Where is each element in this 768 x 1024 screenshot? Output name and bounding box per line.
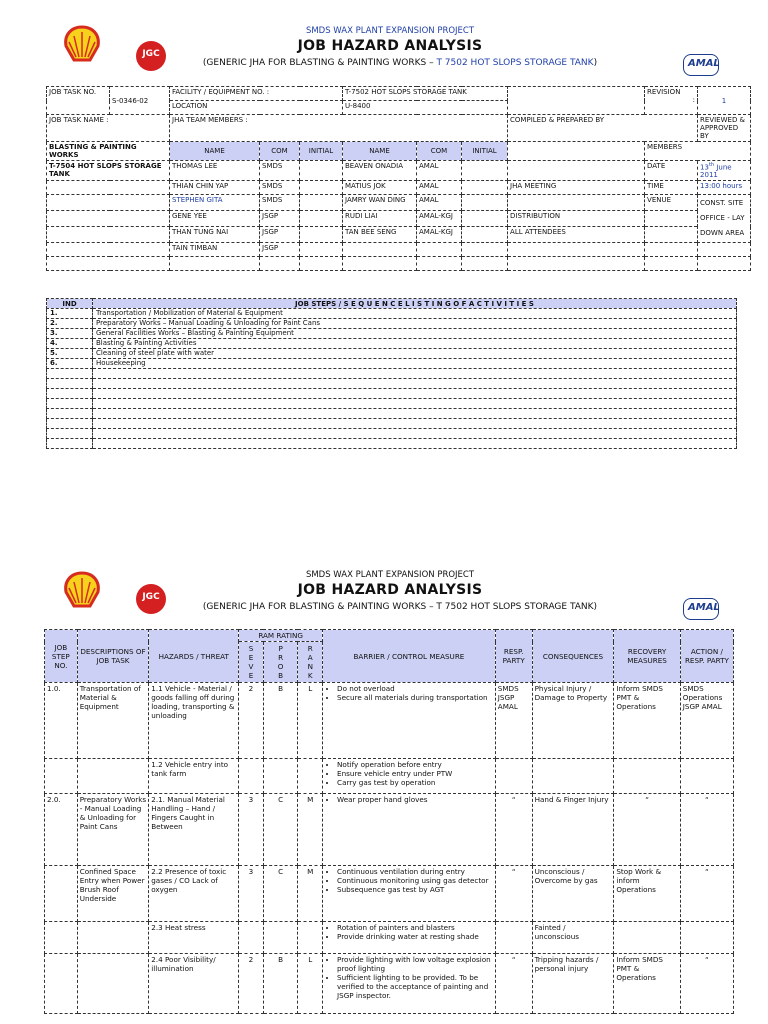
col-name-right: NAME [343,142,417,161]
revision-label: REVISION : [645,87,698,115]
barrier-item: • Continuous monitoring using gas detector [337,876,493,885]
attendees-label: ALL ATTENDEES [508,227,645,243]
member-name: JAMRY WAN DING [343,195,417,211]
member-com: JSGP [260,211,300,227]
job-steps-table [46,298,737,449]
date-label: DATE [645,161,698,181]
steps-ind-header: IND [47,299,93,309]
job-task-name-label: JOB TASK NAME : [47,115,170,142]
col-severity: S E V E [239,642,264,683]
step-text: Housekeeping [93,359,737,369]
col-job-step-no: JOB STEP NO. [45,630,78,683]
row-resp: SMDS JSGP AMAL [495,683,532,759]
facility-label: FACILITY / EQUIPMENT NO. : [170,87,343,101]
amal-logo-text: AMAL [688,58,720,69]
member-com: AMAL [417,181,462,195]
row-step: 1.0. [45,683,78,759]
row-recovery: Inform SMDS PMT & Operations [614,954,680,1014]
row-prob: C [263,866,298,922]
row-rank: L [298,683,323,759]
members-label: MEMBERS [645,142,751,161]
venue-label: VENUE [645,195,698,211]
member-com: JSGP [260,227,300,243]
document-title: JOB HAZARD ANALYSIS [297,582,483,598]
row-rank: L [298,954,323,1014]
col-initial-left: INITIAL [300,142,343,161]
col-com-left: COM [260,142,300,161]
facility-value: T-7502 HOT SLOPS STORAGE TANK [343,87,508,101]
row-consequence: Fainted / unconscious [532,922,614,954]
document-subtitle: (GENERIC JHA FOR BLASTING & PAINTING WORKS – T 7502 HOT SLOPS STORAGE TANK) [202,58,598,68]
member-com: AMAL [417,161,462,181]
job-task-no-label: JOB TASK NO. [47,87,110,115]
row-barriers [323,922,496,954]
barrier-item: • Ensure vehicle entry under PTW [337,769,493,778]
jgc-logo: JGC [136,584,166,614]
barrier-item: • Secure all materials during transportation [337,693,493,702]
distribution-label: DISTRIBUTION [508,211,645,227]
compiled-by-label: COMPILED & PREPARED BY [508,115,698,142]
barrier-item: • Notify operation before entry [337,760,493,769]
member-name: RUDI LIAI [343,211,417,227]
col-resp-party: RESP. PARTY [495,630,532,683]
time-value: 13:00 hours [698,181,751,195]
barrier-item: • Subsequence gas test by AGT [337,885,493,894]
row-sev: 3 [239,866,264,922]
document-title: JOB HAZARD ANALYSIS [297,38,483,54]
barrier-item: • Sufficient lighting to be provided. To be verified to the acceptance of painting and JSGP inspector. [337,973,493,1000]
jha-team-label: JHA TEAM MEMBERS : [170,115,508,142]
step-text: General Facilities Works – Blasting & Painting Equipment [93,329,737,339]
row-action: “ [680,866,733,922]
member-com: JSGP [260,243,300,257]
row-prob: B [263,683,298,759]
member-name: THIAN CHIN YAP [170,181,260,195]
col-com-right: COM [417,142,462,161]
row-action: “ [680,794,733,866]
step-text: Cleaning of steel plate with water [93,349,737,359]
member-name: STEPHEN GITA [170,195,260,211]
document-subtitle: (GENERIC JHA FOR BLASTING & PAINTING WORKS – T 7502 HOT SLOPS STORAGE TANK) [202,602,598,612]
col-consequences: CONSEQUENCES [532,630,614,683]
reviewed-by-label: REVIEWED & APPROVED BY [698,115,751,142]
row-consequence: Unconscious / Overcome by gas [532,866,614,922]
step-no: 6. [47,359,93,369]
barrier-item: • Provide drinking water at resting shade [337,932,493,941]
project-name: SMDS WAX PLANT EXPANSION PROJECT [305,570,475,580]
barrier-item: • Wear proper hand gloves [337,795,493,804]
step-text: Preparatory Works – Manual Loading & Unloading for Paint Cans [93,319,737,329]
step-no: 2. [47,319,93,329]
row-desc: Transportation of Material & Equipment [77,683,149,759]
step-text: Blasting & Painting Activities [93,339,737,349]
row-rank: M [298,866,323,922]
row-hazard: 2.3 Heat stress [149,922,239,954]
member-name: THAN TUNG NAI [170,227,260,243]
row-barriers [323,794,496,866]
row-hazard: 2.1. Manual Material Handling – Hand / Fingers Caught in Between [149,794,239,866]
col-initial-right: INITIAL [462,142,508,161]
col-ram-rating: RAM RATING [239,630,323,642]
project-name: SMDS WAX PLANT EXPANSION PROJECT [305,26,475,36]
row-step [45,759,78,794]
member-com: AMAL [417,195,462,211]
row-desc: Confined Space Entry when Power Brush Roof Underside [77,866,149,922]
revision-value: 1 [698,87,751,115]
row-sev: 2 [239,683,264,759]
row-sev: 2 [239,954,264,1014]
step-text: Transportation / Mobilization of Material & Equipment [93,309,737,319]
member-name: TAN BEE SENG [343,227,417,243]
col-barrier: BARRIER / CONTROL MEASURE [323,630,496,683]
row-resp: “ [495,866,532,922]
page-2 [0,560,768,1024]
row-rank: M [298,794,323,866]
task-name-line2: T-7504 HOT SLOPS STORAGE TANK [47,161,170,181]
col-rank: R A N K [298,642,323,683]
col-description: DESCRIPTIONS OF JOB TASK [77,630,149,683]
col-name-left: NAME [170,142,260,161]
venue-value: CONST. SITE OFFICE - LAY DOWN AREA [698,195,751,243]
barrier-item: • Provide lighting with low voltage explosion proof lighting [337,955,493,973]
row-barriers [323,866,496,922]
jha-header-table [46,86,751,271]
col-recovery: RECOVERY MEASURES [614,630,680,683]
amal-logo-text: AMAL [688,602,720,613]
col-action: ACTION / RESP. PARTY [680,630,733,683]
col-hazards: HAZARDS / THREAT [149,630,239,683]
location-label: LOCATION [170,101,343,115]
row-hazard: 2.4 Poor Visibility/ illumination [149,954,239,1014]
row-recovery: Inform SMDS PMT & Operations [614,683,680,759]
member-com: SMDS [260,161,300,181]
member-name: MATIUS JOK [343,181,417,195]
row-step: 2.0. [45,794,78,866]
shell-logo [62,24,102,64]
barrier-item: • Rotation of painters and blasters [337,923,493,932]
member-name: THOMAS LEE [170,161,260,181]
job-task-no: S-0346-02 [110,87,170,115]
row-resp: “ [495,794,532,866]
col-probability: P R O B [263,642,298,683]
shell-logo [62,570,102,610]
barrier-item: • Carry gas test by operation [337,778,493,787]
member-name: TAIN TIMBAN [170,243,260,257]
step-no: 3. [47,329,93,339]
member-com: AMAL-KGJ [417,211,462,227]
jgc-logo: JGC [136,41,166,71]
location-value: U-8400 [343,101,508,115]
row-recovery: “ [614,794,680,866]
barrier-item: • Do not overload [337,684,493,693]
row-consequence: Tripping hazards / personal injury [532,954,614,1014]
date-value: 13th June 2011 [698,161,751,181]
row-barriers [323,759,496,794]
row-barriers [323,954,496,1014]
row-consequence: Hand & Finger Injury [532,794,614,866]
jha-meeting-label: JHA MEETING [508,181,645,195]
row-desc: Preparatory Works - Manual Loading & Unloading for Paint Cans [77,794,149,866]
member-com: SMDS [260,195,300,211]
row-hazard: 1.2 Vehicle entry into tank farm [149,759,239,794]
row-prob: C [263,794,298,866]
row-barriers [323,683,496,759]
member-name: GENE YEE [170,211,260,227]
step-no: 4. [47,339,93,349]
step-no: 1. [47,309,93,319]
row-desc [77,759,149,794]
page-1 [0,0,768,500]
row-prob: B [263,954,298,1014]
step-no: 5. [47,349,93,359]
member-com: AMAL-KGJ [417,227,462,243]
row-action: “ [680,954,733,1014]
member-com: SMDS [260,181,300,195]
time-label: TIME [645,181,698,195]
row-action: SMDS Operations JSGP AMAL [680,683,733,759]
row-sev: 3 [239,794,264,866]
row-hazard: 1.1 Vehicle - Material / goods falling off during loading, transporting & unloading [149,683,239,759]
row-step [45,866,78,922]
row-resp: “ [495,954,532,1014]
barrier-item: • Continuous ventilation during entry [337,867,493,876]
row-recovery: Stop Work & inform Operations [614,866,680,922]
member-name: BEAVEN ONADIA [343,161,417,181]
row-consequence: Physical Injury / Damage to Property [532,683,614,759]
task-name-line1: BLASTING & PAINTING WORKS [47,142,170,161]
steps-header: JOB STEPS / S E Q U E N C E L I S T I N G O F A C T I V I T I E S [93,299,737,309]
row-hazard: 2.2 Presence of toxic gases / CO Lack of oxygen [149,866,239,922]
jha-detail-table [44,629,734,1014]
